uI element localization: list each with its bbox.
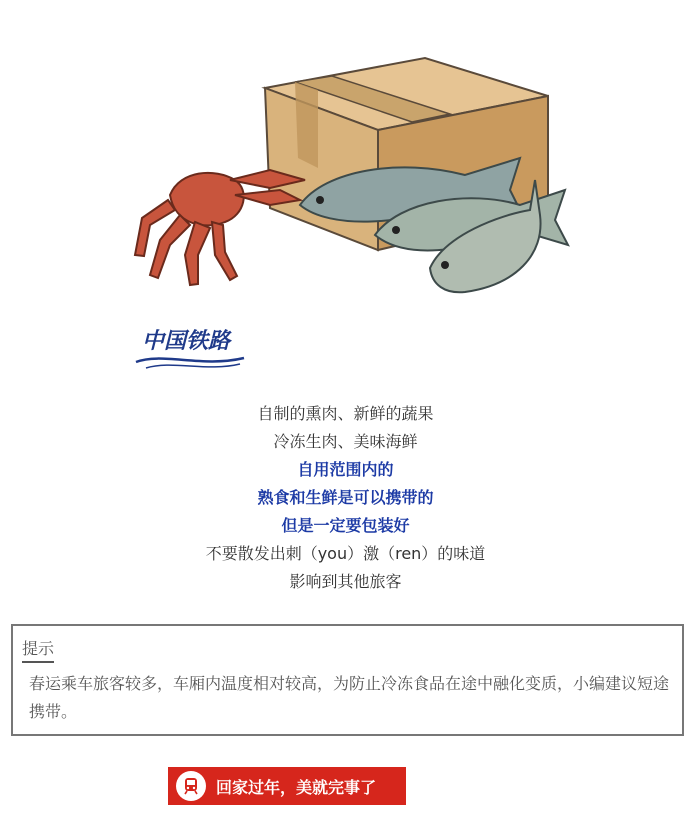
text-line: 自制的熏肉、新鲜的蔬果: [257, 404, 434, 423]
tip-body: 春运乘车旅客较多，车厢内温度相对较高，为防止冷冻食品在途中融化变质，小编建议短途携带。: [29, 674, 670, 721]
text-line: 冷冻生肉、美味海鲜: [273, 432, 418, 451]
banner-text: 回家过年，美就完事了: [216, 777, 377, 797]
train-icon: [176, 771, 206, 801]
tip-box: [11, 624, 684, 736]
tip-title: 提示: [22, 638, 54, 663]
highlight-line: 熟食和生鲜是可以携带的: [257, 488, 434, 507]
main-text: [0, 400, 691, 596]
highlight-line: 自用范围内的: [297, 460, 394, 479]
text-line: 影响到其他旅客: [289, 572, 402, 591]
china-railway-logo: [132, 322, 252, 374]
home-banner-button[interactable]: [168, 767, 406, 805]
highlight-line: 但是一定要包装好: [281, 516, 410, 535]
svg-text:中国铁路: 中国铁路: [142, 328, 231, 354]
food-parcel-illustration: [120, 40, 580, 310]
text-line: 不要散发出刺（you）激（ren）的味道: [205, 544, 486, 563]
